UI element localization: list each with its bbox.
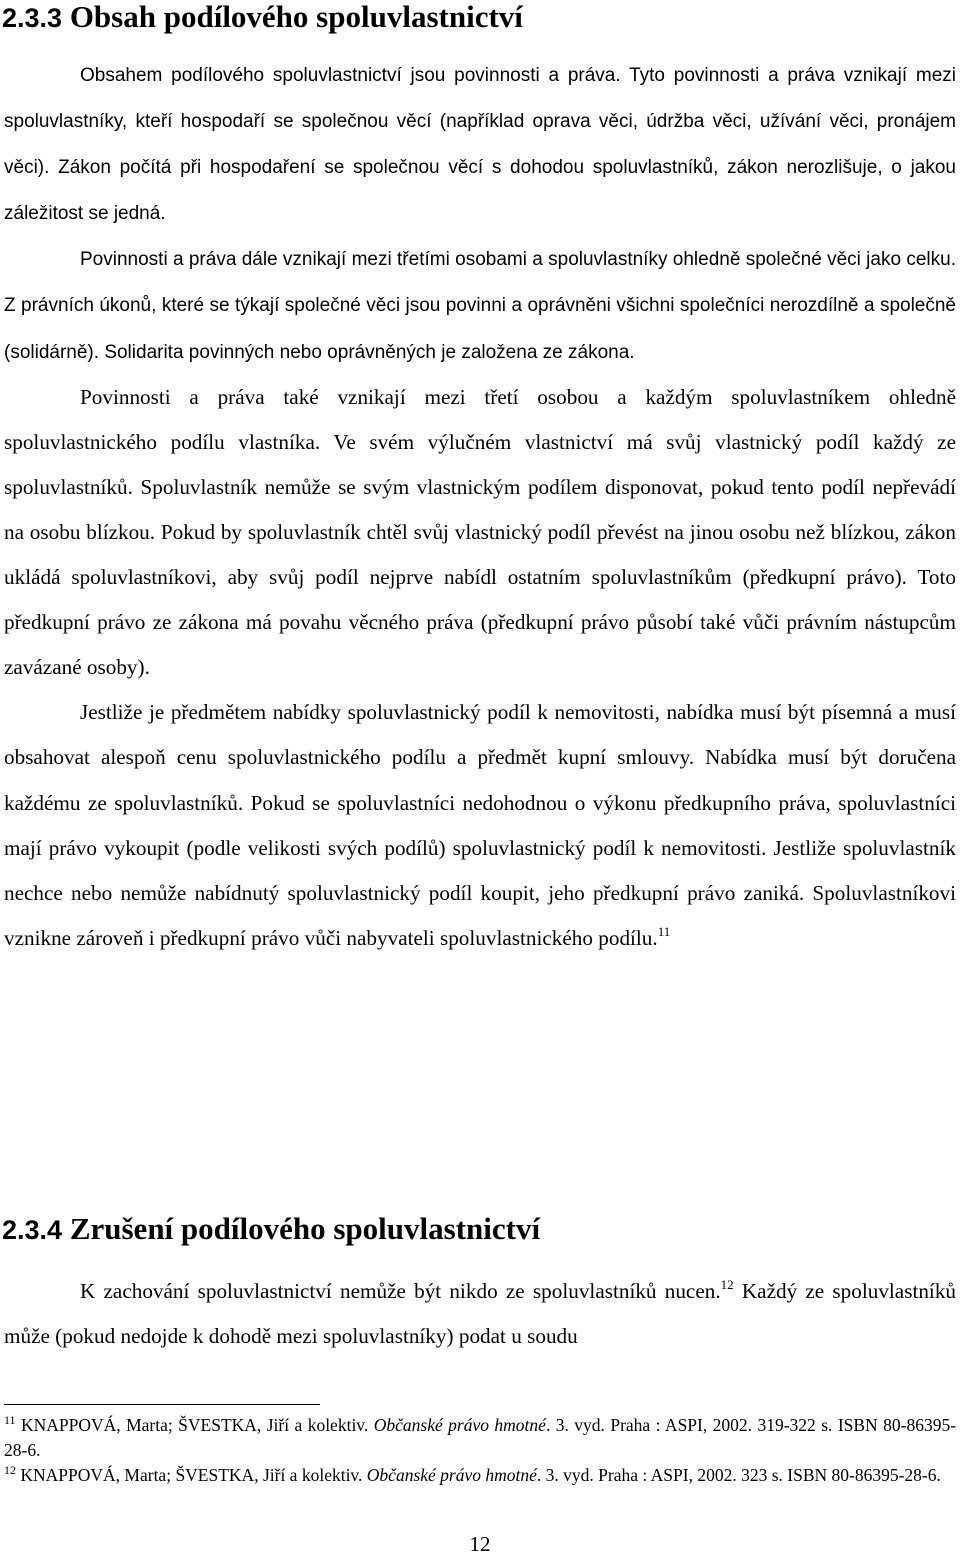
paragraph-text: K zachování spoluvlastnictví nemůže být nikdo ze spoluvlastníků nucen. (80, 1279, 721, 1303)
footnotes (4, 1413, 956, 1489)
footnote-title: Občanské právo hmotné (366, 1465, 537, 1485)
paragraph (4, 1269, 956, 1359)
footnote (4, 1413, 956, 1462)
paragraph-text: Obsahem podílového spoluvlastnictví jsou povinnosti a práva. Tyto povinnosti a práva vznikají mezi spoluvlastníky, kteří hospodaří se společnou věcí (například oprava věci, údržba věci, užívání věci, pronájem věci). (4, 65, 956, 179)
section-heading-2-3-4 (2, 1212, 540, 1247)
footnote-separator (4, 1404, 320, 1405)
paragraph-text: Zákon počítá při hospodaření se společnou věcí s dohodou spoluvlastníků, zákon nerozlišuje, o jakou záležitost se jedná. (4, 157, 956, 225)
footnote-number: 11 (4, 1413, 16, 1427)
section-body-2-3-4 (4, 1269, 956, 1359)
footnote-number: 12 (4, 1463, 16, 1477)
paragraph (4, 690, 956, 961)
section-title: Zrušení podílového spoluvlastnictví (69, 1211, 541, 1246)
footnote-rest: . 3. vyd. Praha : ASPI, 2002. 323 s. ISBN 80-86395-28-6. (536, 1465, 941, 1485)
paragraph (4, 375, 956, 691)
footnote-authors: KNAPPOVÁ, Marta; ŠVESTKA, Jiří a kolektiv. (20, 1465, 363, 1485)
footnote-title: Občanské právo hmotné (373, 1415, 546, 1435)
paragraph (4, 236, 956, 374)
footnote-reference[interactable]: 12 (720, 1277, 734, 1292)
section-title: Obsah podílového spoluvlastnictví (69, 0, 523, 34)
page-number: 12 (469, 1532, 491, 1556)
paragraph-text: Povinnosti a práva také vznikají mezi třetí osobou a každým spoluvlastníkem ohledně spoluvlastnického podílu vlastníka. Ve svém výlučném vlastnictví má svůj vlastnický podíl každý ze spoluvlastníků. Spoluvlastník nemůže se svým vlastnickým podílem disponovat, pokud tento podíl nepřevádí na osobu blízkou. Pokud by spoluvlastník chtěl svůj vlastnický podíl převést na jinou osobu než blízkou, zákon ukládá spoluvlastníkovi, aby svůj podíl nejprve nabídl ostatním spoluvlastníkům (předkupní právo). Toto předkupní právo ze zákona má povahu věcného práva (předkupní právo působí také vůči právním nástupcům zavázané osoby). (4, 384, 956, 680)
paragraph-text: Povinnosti a práva dále vznikají mezi třetími osobami a spoluvlastníky ohledně společné věci jako celku. Z právních úkonů, které se týkají společné věci jsou povinni a oprávněni všichni společníci nerozdílně a společně (solidárně). Solidarita povinných nebo oprávněných je založena ze zákona. (4, 249, 956, 363)
section-number: 2.3.4 (2, 1215, 63, 1245)
footnote-reference[interactable]: 11 (657, 923, 671, 939)
paragraph (4, 52, 956, 236)
section-number: 2.3.3 (2, 3, 63, 33)
paragraph-text: Jestliže je předmětem nabídky spoluvlastnický podíl k nemovitosti, nabídka musí být písemná a musí obsahovat alespoň cenu spoluvlastnického podílu a předmět kupní smlouvy. Nabídka musí být doručena každému ze spoluvlastníků. Pokud se spoluvlastníci nedohodnou o výkonu předkupního práva, spoluvlastníci mají právo vykoupit (podle velikosti svých podílů) spoluvlastnický podíl k nemovitosti. Jestliže spoluvlastník nechce nebo nemůže nabídnutý spoluvlastnický podíl koupit, jeho předkupní právo zaniká. Spoluvlastníkovi vznikne zároveň i předkupní právo vůči nabyvateli spoluvlastnického podílu. (4, 700, 956, 950)
section-heading-2-3-3 (2, 0, 523, 35)
section-body-2-3-3 (4, 52, 956, 961)
footnote-rest: . 3. vyd. Praha : ASPI, 2002. 319-322 s. ISBN 80-86395-28-6. (4, 1415, 957, 1460)
footnote-authors: KNAPPOVÁ, Marta; ŠVESTKA, Jiří a kolektiv. (21, 1415, 369, 1435)
footnote (4, 1463, 956, 1488)
paragraph-text: Každý ze spoluvlastníků může (pokud nedojde k dohodě mezi spoluvlastníky) podat u soudu (4, 1279, 957, 1349)
